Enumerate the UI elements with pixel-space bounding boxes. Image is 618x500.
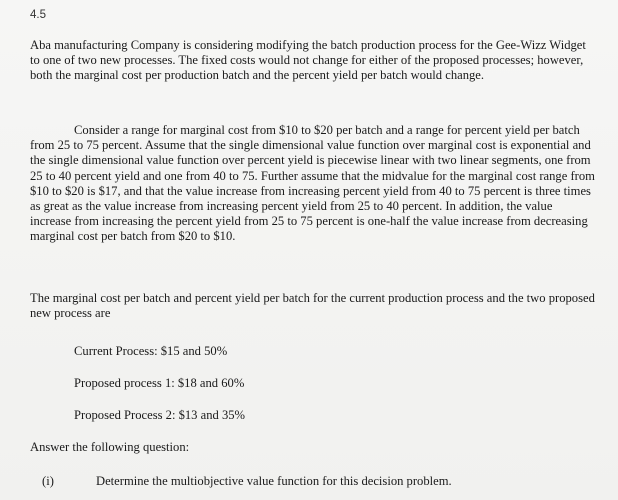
question-item [42,474,602,489]
processes-intro-paragraph: The marginal cost per batch and percent yield per batch for the current production process and the two proposed new process are [30,291,595,321]
proposed-process-2-line: Proposed Process 2: $13 and 35% [74,408,246,422]
problem-number: 4.5 [30,9,46,21]
proposed-process-1-line: Proposed process 1: $18 and 60% [74,376,245,390]
question-marker: (i) [42,474,54,488]
current-process-line: Current Process: $15 and 50% [74,344,228,358]
question-text: Determine the multiobjective value function for this decision problem. [96,474,452,488]
intro-paragraph: Aba manufacturing Company is considering modifying the batch production process for the Gee-Wizz Widget to one of two new processes. The fixed costs would not change for either of the proposed processes; however, both the marginal cost per production batch and the percent yield per batch would change. [30,38,586,83]
answer-prompt: Answer the following question: [30,440,190,454]
assumptions-paragraph: Consider a range for marginal cost from $10 to $20 per batch and a range for percent yield per batch from 25 to 75 percent. Assume that the single dimensional value function over marginal cost is exponential and the single dimensional value function over percent yield is piecewise linear with two linear segments, one from 25 to 40 percent yield and one from 40 to 75. Further assume that the midvalue for the marginal cost range from $10 to $20 is $17, and that the value increase from increasing percent yield from 40 to 75 percent is three times as great as the value increase from increasing percent yield from 25 to 40 percent. In addition, the value increase from increasing the percent yield from 25 to 75 percent is one-half the value increase from decreasing marginal cost per batch from $20 to $10. [30,123,595,244]
